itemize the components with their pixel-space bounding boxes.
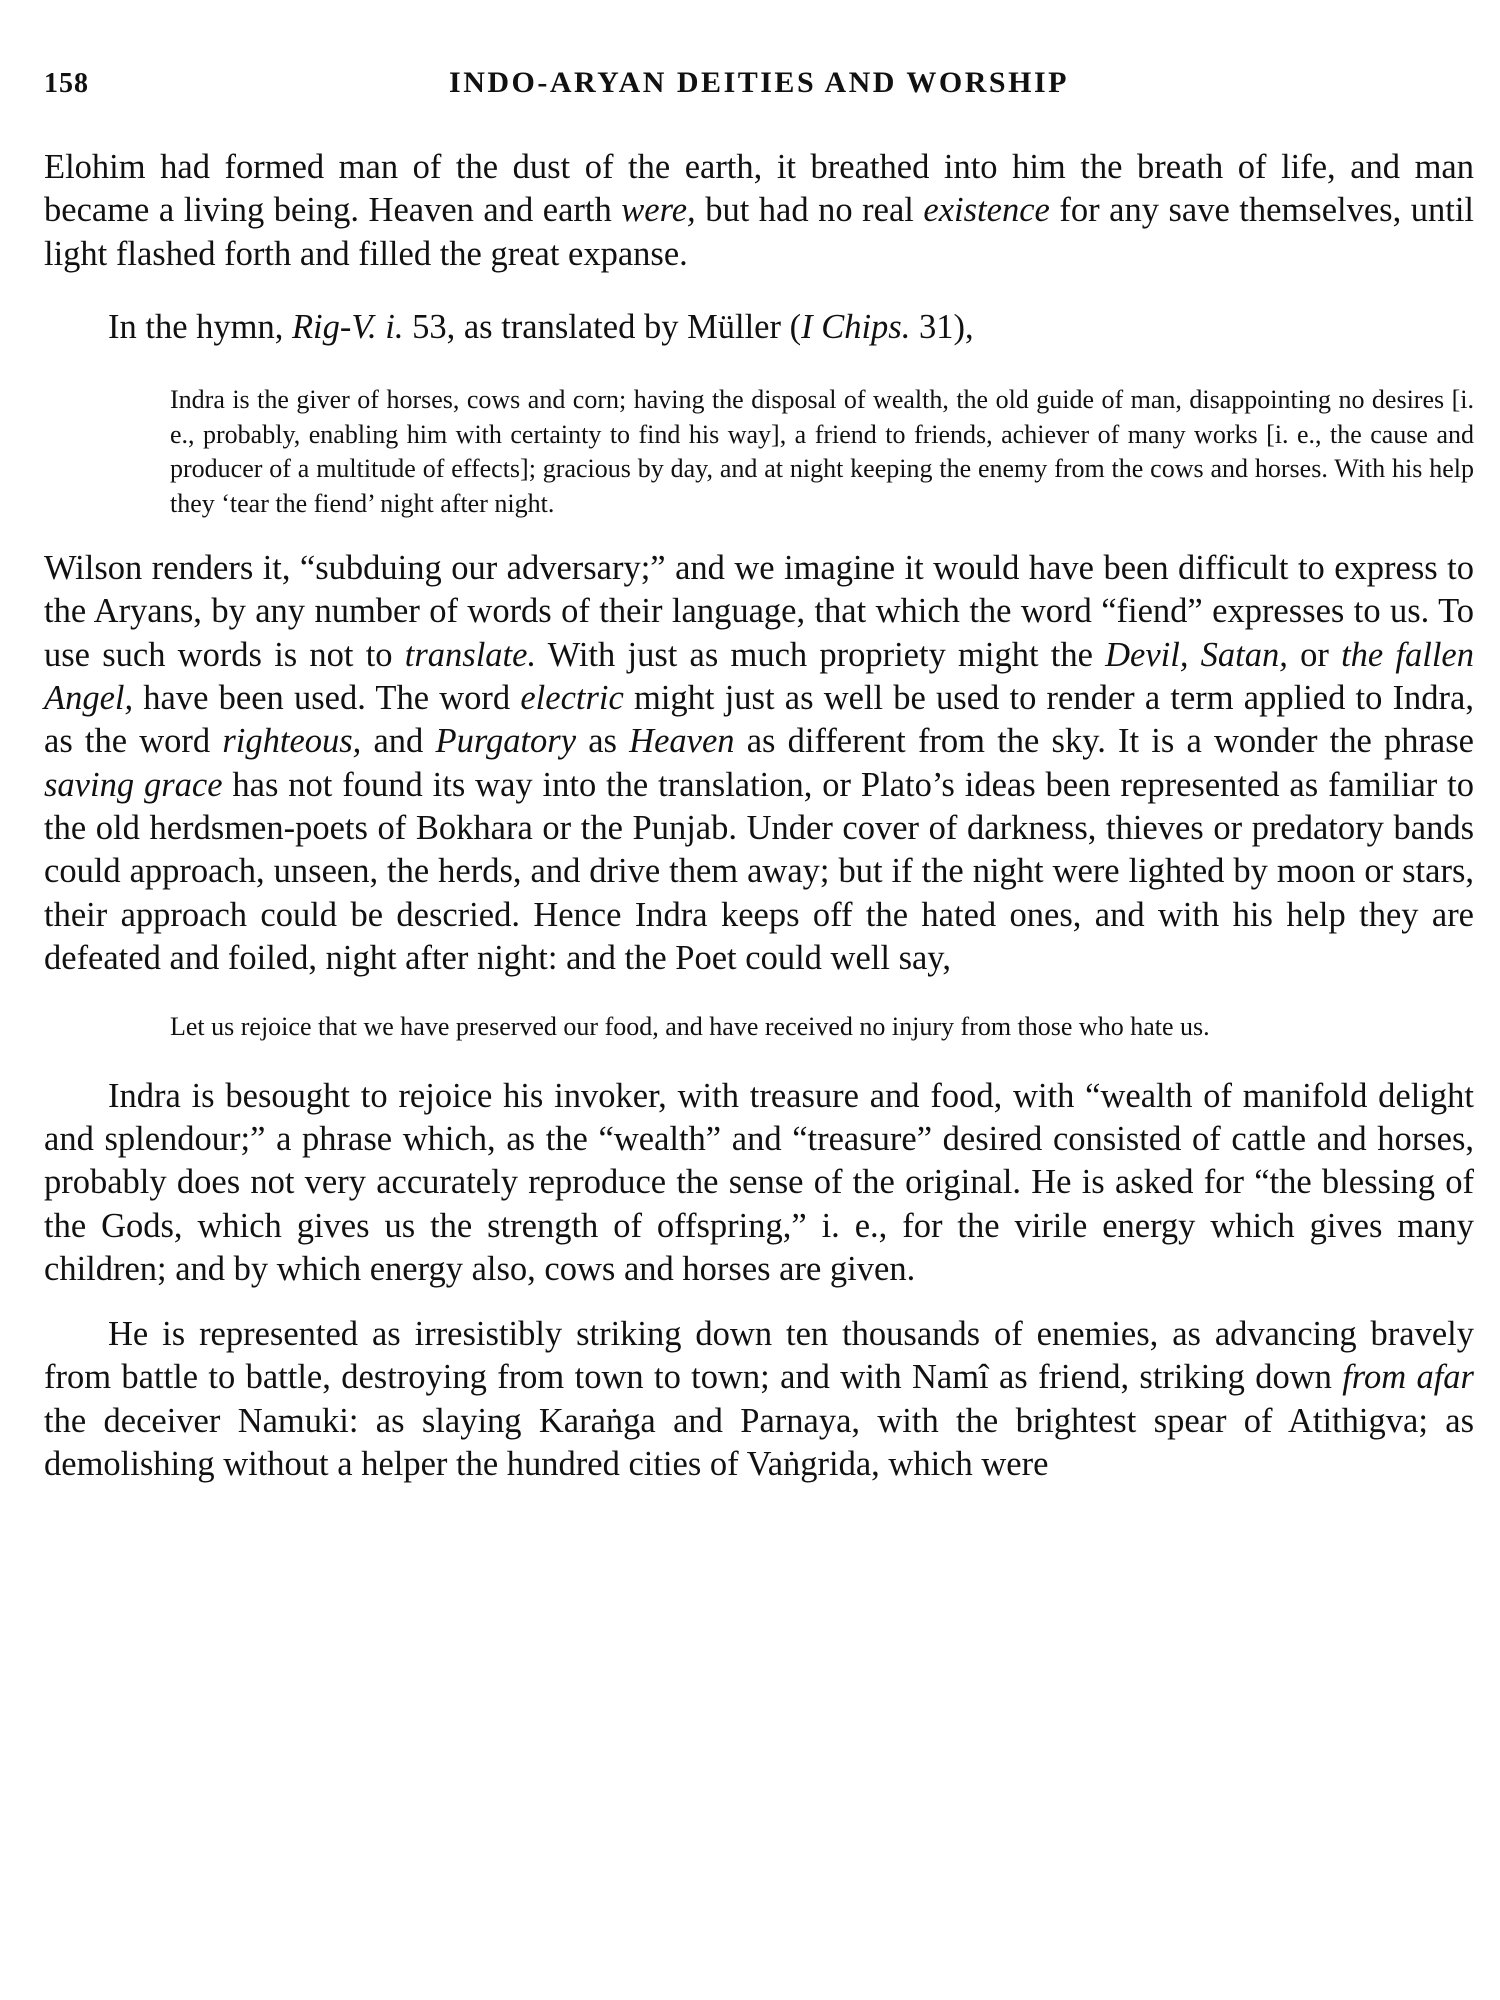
italic-run: from afar xyxy=(1342,1358,1474,1397)
italic-run: saving grace xyxy=(44,765,223,804)
running-head xyxy=(44,62,1474,112)
italic-run: translate. xyxy=(404,635,537,674)
italic-run: electric xyxy=(520,679,624,718)
italic-run: existence xyxy=(923,191,1050,230)
text-run: have been used. The word xyxy=(133,679,521,718)
text-run: for any save themselves, until light flashed forth and filled the great expanse. xyxy=(44,191,1474,273)
block-quote-indra-giver: Indra is the giver of horses, cows and corn; having the disposal of wealth, the old guide of man, disappointing no desires [i. e., probably, enabling him with certainty to find his way], a friend to friends, achiever of many works [i. e., the cause and producer of a multitude of effects]; gracious by day, and at night keeping the enemy from the cows and horses. With his help they ‘tear the fiend’ night after night. xyxy=(170,385,1474,518)
text-run: 53, as translated by Müller ( xyxy=(403,307,802,346)
italic-run: I Chips. xyxy=(801,307,911,346)
text-run: as different from the sky. It is a wonder the phrase xyxy=(734,722,1474,761)
italic-run: Purgatory xyxy=(435,722,577,761)
text-run: With just as much propriety might the xyxy=(536,635,1106,674)
text-run: In the hymn, xyxy=(108,307,292,346)
page-number: 158 xyxy=(44,68,89,99)
text-run: and xyxy=(361,722,436,761)
text-run: might just as well be used to render a term applied to Indra, as the word xyxy=(44,679,1474,761)
paragraph-indra-enemies xyxy=(44,1313,1474,1486)
text-run: has not found its way into the translation, or Plato’s ideas been represented as familiar to the old herdsmen-poets of Bokhara or the Punjab. Under cover of darkness, thieves or predatory bands could approach, unseen, the herds, and drive them away; but if the night were lighted by moon or stars, their approach could be descried. Hence Indra keeps off the hated ones, and with his help they are defeated and foiled, night after night: and the Poet could well say, xyxy=(44,765,1474,977)
paragraph-indra-besought: Indra is besought to rejoice his invoker, with treasure and food, with “wealth of manifold delight and splendour;” a phrase which, as the “wealth” and “treasure” desired consisted of cattle and horses, probably does not very accurately reproduce the sense of the original. He is asked for “the blessing of the Gods, which gives us the strength of offspring,” i. e., for the virile energy which gives many children; and by which energy also, cows and horses are given. xyxy=(44,1076,1474,1288)
text-run: as xyxy=(576,722,630,761)
italic-run: Rig-V. i. xyxy=(291,307,404,346)
paragraph-wilson xyxy=(44,547,1474,980)
text-run: the deceiver Namuki: as slaying Karaṅga and Parnaya, with the brightest spear of Atithigva; as demolishing without a helper the hundred cities of Vaṅgrida, which were xyxy=(44,1401,1474,1484)
text-run: or xyxy=(1287,635,1342,674)
text-run: Elohim had formed man of the dust of the earth, it breathed into him the breath of life, and man became a living being. Heaven and earth xyxy=(44,148,1474,230)
italic-run: righteous, xyxy=(222,722,362,761)
italic-run: Devil, Satan, xyxy=(1105,635,1288,674)
block-quote-rejoice: Let us rejoice that we have preserved our food, and have received no injury from those who hate us. xyxy=(170,1012,1210,1042)
paragraph-elohim xyxy=(44,146,1474,276)
italic-run: were, xyxy=(621,191,696,230)
italic-run: the fallen Angel, xyxy=(44,635,1474,718)
text-run: He is represented as irresistibly striking down ten thousands of enemies, as advancing bravely from battle to battle, destroying from town to town; and with Namî as friend, striking down xyxy=(44,1315,1474,1397)
running-title: INDO-ARYAN DEITIES AND WORSHIP xyxy=(449,66,1069,99)
text-run: 31), xyxy=(910,307,974,346)
paragraph-hymn-intro xyxy=(44,306,1474,349)
italic-run: Heaven xyxy=(629,722,735,761)
text-run: Wilson renders it, “subduing our adversary;” and we imagine it would have been difficult to express to the Aryans, by any number of words of their language, that which the word “fiend” expresses to us. To use such words is not to xyxy=(44,549,1474,674)
text-run: but had no real xyxy=(695,191,924,230)
